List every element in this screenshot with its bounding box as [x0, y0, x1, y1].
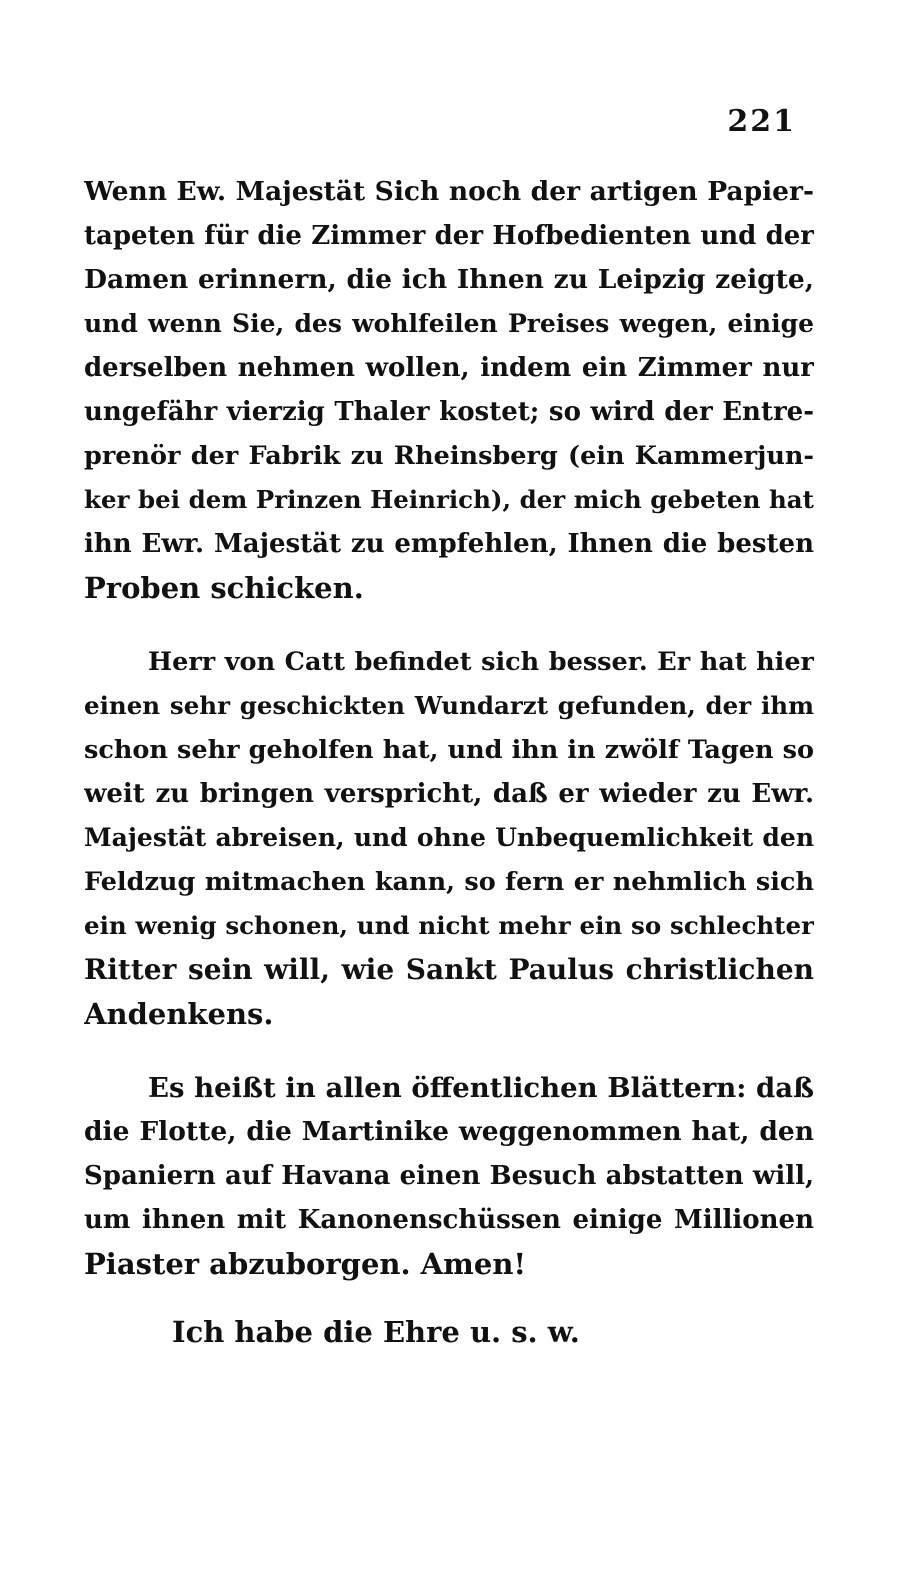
paragraph-1-line-5: derselben nehmen wollen, indem ein Zimmer nur — [84, 353, 814, 383]
paragraph-1-line-10: Proben schicken. — [84, 571, 364, 605]
paragraph-2-line-9: Andenkens. — [84, 997, 274, 1031]
paragraph-2-line-8: Ritter sein will, wie Sankt Paulus christlichen — [84, 953, 814, 986]
paragraph-2-line-7: ein wenig schonen, und nicht mehr ein so schlechter — [84, 911, 814, 940]
paragraph-3-line-3: Spaniern auf Havana einen Besuch abstatten will, — [84, 1161, 814, 1191]
paragraph-2-line-6: Feldzug mitmachen kann, so fern er nehmlich sich — [84, 867, 814, 897]
paragraph-3-line-1: Es heißt in allen öffentlichen Blättern: daß — [148, 1072, 814, 1104]
paragraph-3-line-2: die Flotte, die Martinike weggenommen hat, den — [84, 1116, 814, 1147]
paragraph-3-line-5: Piaster abzuborgen. Amen! — [84, 1247, 527, 1281]
paragraph-3-line-4: um ihnen mit Kanonenschüssen einige Millionen — [84, 1205, 814, 1235]
paragraph-1-line-1: Wenn Ew. Majestät Sich noch der artigen Papier- — [84, 176, 814, 207]
paragraph-1-line-4: und wenn Sie, des wohlfeilen Preises wegen, einige — [84, 309, 814, 338]
paragraph-2-line-3: schon sehr geholfen hat, und ihn in zwölf Tagen so — [84, 735, 814, 765]
paragraph-1-line-6: ungefähr vierzig Thaler kostet; so wird der Entre- — [84, 397, 814, 427]
paragraph-2-line-2: einen sehr geschickten Wundarzt gefunden, der ihm — [84, 691, 814, 720]
paragraph-2-line-1: Herr von Catt befindet sich besser. Er hat hier — [148, 647, 814, 677]
paragraph-1-line-3: Damen erinnern, die ich Ihnen zu Leipzig zeigte, — [84, 264, 814, 295]
paragraph-2-line-5: Majestät abreisen, und ohne Unbequemlichkeit den — [84, 823, 814, 852]
paragraph-2-line-4: weit zu bringen verspricht, daß er wieder zu Ewr. — [84, 779, 814, 809]
paragraph-1-line-8: ker bei dem Prinzen Heinrich), der mich gebeten hat — [84, 485, 814, 514]
page-number: 221 — [727, 104, 796, 139]
closing-line: Ich habe die Ehre u. s. w. — [172, 1315, 580, 1349]
paragraph-1-line-9: ihn Ewr. Majestät zu empfehlen, Ihnen die besten — [84, 529, 814, 559]
paragraph-1-line-2: tapeten für die Zimmer der Hofbedienten und der — [84, 221, 814, 251]
paragraph-1-line-7: prenör der Fabrik zu Rheinsberg (ein Kammerjun- — [84, 441, 814, 471]
